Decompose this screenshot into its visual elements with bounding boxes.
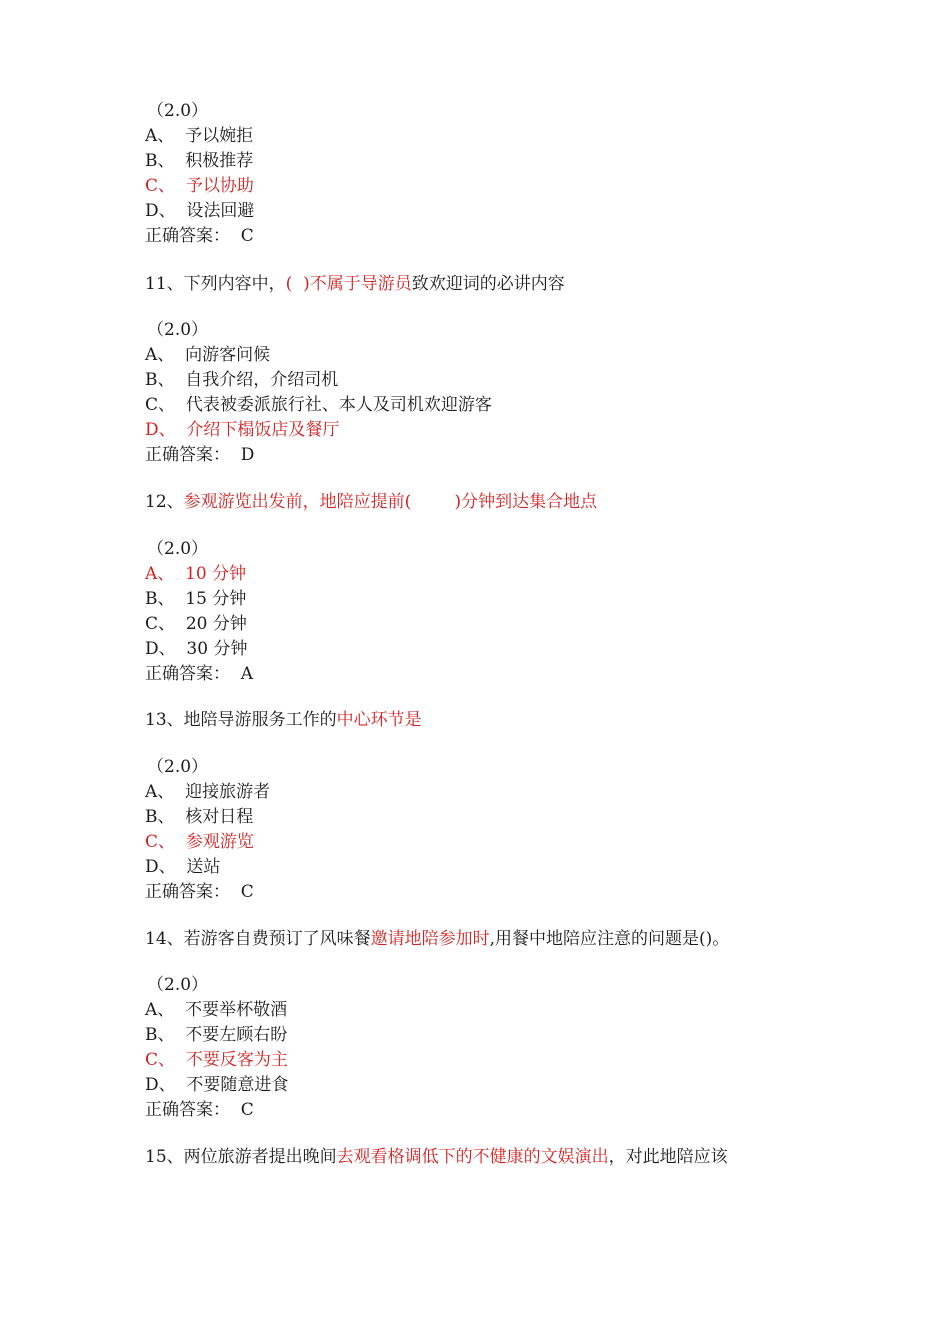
option-a: A、 迎接旅游者 [145, 782, 271, 802]
points-label: （2.0） [147, 757, 209, 777]
option-c: C、 代表被委派旅行社、本人及司机欢迎游客 [145, 395, 492, 415]
title-part: 15、两位旅游者提出晚间 [145, 1147, 337, 1167]
correct-answer: 正确答案： A [145, 664, 254, 684]
option-b: B、 核对日程 [145, 807, 254, 827]
points-label: （2.0） [147, 539, 209, 559]
title-part: 12、 [145, 492, 184, 512]
correct-answer: 正确答案： D [145, 445, 255, 465]
option-c: C、 20 分钟 [145, 614, 247, 634]
option-b: B、 不要左顾右盼 [145, 1025, 288, 1045]
question-title [145, 273, 565, 295]
title-part-highlight: 邀请地陪参加时 [370, 929, 490, 949]
title-part: 11、下列内容中， [145, 274, 286, 294]
option-d: D、 介绍下榻饭店及餐厅 [145, 420, 340, 440]
points-label: （2.0） [147, 101, 209, 121]
option-c: C、 不要反客为主 [145, 1050, 288, 1070]
title-part: 14、若游客自费预订了风味餐 [145, 929, 371, 949]
title-part: 致欢迎词的必讲内容 [411, 274, 565, 294]
option-d: D、 30 分钟 [145, 639, 248, 659]
title-part-highlight: ( )不属于导游员 [285, 274, 412, 294]
option-a: A、 予以婉拒 [145, 126, 254, 146]
option-b: B、 积极推荐 [145, 151, 254, 171]
title-part-highlight: 去观看格调低下的不健康的文娱演出 [336, 1147, 609, 1167]
correct-answer: 正确答案： C [145, 1100, 254, 1120]
option-d: D、 设法回避 [145, 201, 255, 221]
title-part: 13、地陪导游服务工作的 [145, 710, 337, 730]
question-title [145, 928, 729, 950]
title-part-highlight: 参观游览出发前，地陪应提前( )分钟到达集合地点 [183, 492, 598, 512]
question-title [145, 1146, 728, 1168]
correct-answer: 正确答案： C [145, 226, 254, 246]
option-a: A、 向游客问候 [145, 345, 271, 365]
title-part: ，对此地陪应该 [608, 1147, 728, 1167]
option-d: D、 不要随意进食 [145, 1075, 289, 1095]
title-part: ,用餐中地陪应注意的问题是()。 [489, 929, 730, 949]
option-c: C、 予以协助 [145, 176, 254, 196]
option-b: B、 自我介绍，介绍司机 [145, 370, 339, 390]
question-title [145, 709, 422, 731]
option-b: B、 15 分钟 [145, 589, 247, 609]
title-part-highlight: 中心环节是 [336, 710, 422, 730]
correct-answer: 正确答案： C [145, 882, 254, 902]
option-d: D、 送站 [145, 857, 221, 877]
points-label: （2.0） [147, 975, 209, 995]
option-c: C、 参观游览 [145, 832, 254, 852]
option-a: A、 10 分钟 [145, 564, 247, 584]
points-label: （2.0） [147, 320, 209, 340]
question-title [145, 491, 597, 513]
option-a: A、 不要举杯敬酒 [145, 1000, 288, 1020]
